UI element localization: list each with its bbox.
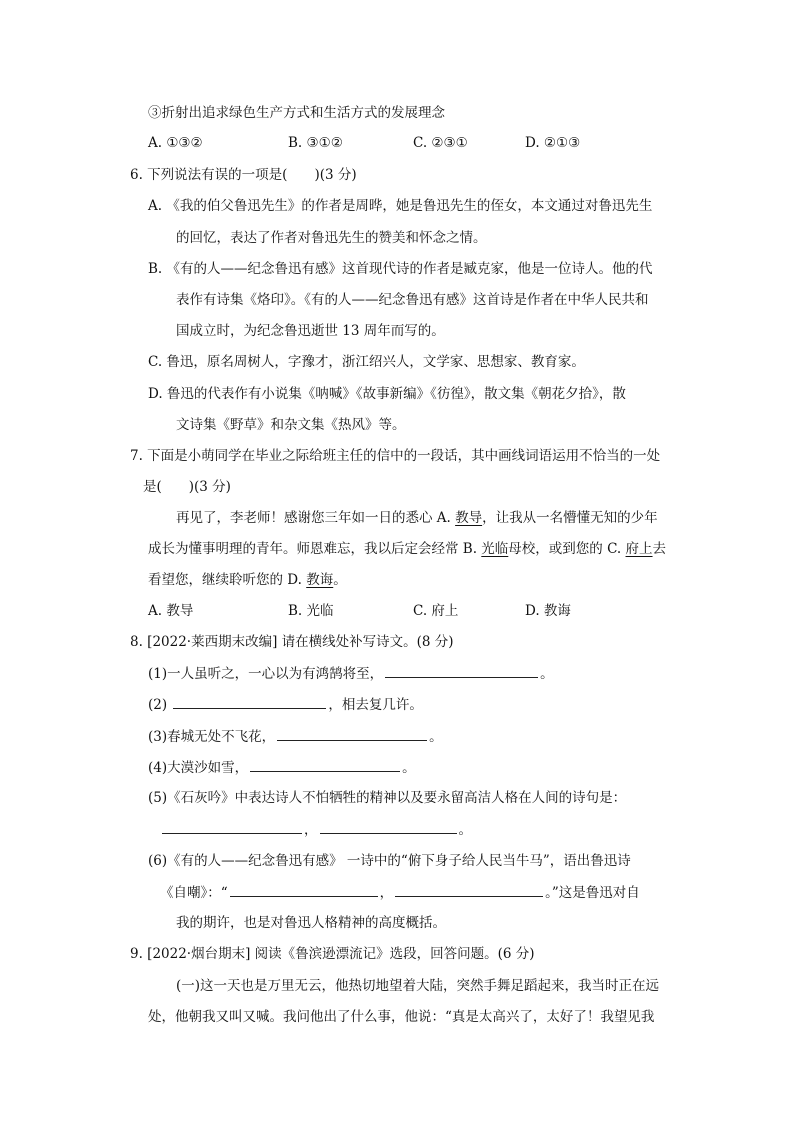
q7-underlined-a: 教导 xyxy=(455,510,483,526)
q8-sub6-line3: 我的期许，也是对鲁迅人格精神的高度概括。 xyxy=(176,915,446,931)
q8-sub3 xyxy=(148,726,443,747)
q5-option-a: A. ①③② xyxy=(148,135,203,151)
q8-text: ， xyxy=(379,885,394,901)
q5-option-b: B. ③①② xyxy=(288,135,343,151)
q7-underlined-c: 府上 xyxy=(625,541,653,557)
q7-text: 。 xyxy=(333,572,347,588)
q8-blank-5b[interactable] xyxy=(320,819,457,834)
q8-sub6-line1: (6)《有的人——纪念鲁迅有感》 一诗中的“俯下身子给人民当牛马”，语出鲁迅诗 xyxy=(148,853,631,869)
q8-text: (4)大漠沙如雪， xyxy=(148,760,249,776)
q8-text: ，相去复几许。 xyxy=(328,697,423,713)
q8-text: 《自嘲》：“ xyxy=(160,885,228,901)
q8-stem: 8. [2022·莱西期末改编] 请在横线处补写诗文。(8 分) xyxy=(130,634,454,650)
q5-option-c: C. ②③① xyxy=(413,135,468,151)
q8-text: ， xyxy=(304,822,318,838)
q6-option-b-line3: 国成立时，为纪念鲁迅逝世 13 周年而写的。 xyxy=(176,323,445,339)
q8-sub5-line1: (5)《石灰吟》中表达诗人不怕牺牲的精神以及要永留高洁人格在人间的诗句是： xyxy=(148,790,627,806)
q5-option-d: D. ②①③ xyxy=(525,135,581,151)
q7-text: 看望您，继续聆听您的 D. xyxy=(148,572,307,588)
q7-option-a: A. 教导 xyxy=(148,603,194,619)
q9-passage-line2: 处，他朝我又叫又喊。我问他出了什么事，他说：“真是太高兴了，太好了！我望见我 xyxy=(148,1009,655,1025)
q8-blank-3[interactable] xyxy=(277,726,427,741)
q8-text: 。 xyxy=(429,729,443,745)
q7-option-c: C. 府上 xyxy=(413,603,459,619)
q6-option-d-line2: 文诗集《野草》和杂文集《热风》等。 xyxy=(176,417,406,433)
q8-sub1 xyxy=(148,663,554,684)
q8-text: (1)一人虽听之，一心以为有鸿鹄将至， xyxy=(148,666,384,682)
q8-sub4 xyxy=(148,757,416,778)
q8-blank-1[interactable] xyxy=(385,663,538,678)
q7-text: 去 xyxy=(652,541,667,557)
q5-item3: ③折射出追求绿色生产方式和生活方式的发展理念 xyxy=(148,105,445,121)
q8-blank-2[interactable] xyxy=(173,694,326,709)
q6-option-d-line1: D. 鲁迅的代表作有小说集《呐喊》《故事新编》《彷徨》，散文集《朝花夕拾》，散 xyxy=(148,386,626,402)
q7-stem-line1: 7. 下面是小萌同学在毕业之际给班主任的信中的一段话，其中画线词语运用不恰当的一处 xyxy=(130,448,661,464)
q8-text: 。 xyxy=(458,822,472,838)
q5-options xyxy=(148,133,748,153)
q9-stem: 9. [2022·烟台期末] 阅读《鲁滨逊漂流记》选段，回答问题。(6 分) xyxy=(130,946,535,962)
q7-underlined-b: 光临 xyxy=(481,541,509,557)
q7-text: 再见了，李老师！感谢您三年如一日的悉心 A. xyxy=(176,510,456,526)
q8-blank-5a[interactable] xyxy=(162,819,302,834)
q7-passage-line3 xyxy=(148,570,347,590)
q7-options xyxy=(148,601,748,621)
q6-option-b-line2: 表作有诗集《烙印》。《有的人——纪念鲁迅有感》这首诗是作者在中华人民共和 xyxy=(176,292,649,308)
q6-option-a-line1: A. 《我的伯父鲁迅先生》的作者是周晔，她是鲁迅先生的侄女，本文通过对鲁迅先生 xyxy=(148,198,653,214)
q6-option-a-line2: 的回忆，表达了作者对鲁迅先生的赞美和怀念之情。 xyxy=(176,230,487,246)
q8-text: 。 xyxy=(540,666,554,682)
q9-passage-line1: (一)这一天也是万里无云，他热切地望着大陆，突然手舞足蹈起来，我当时正在远 xyxy=(176,978,660,994)
q7-option-d: D. 教诲 xyxy=(525,603,571,619)
q7-text: 母校，或到您的 C. xyxy=(508,541,626,557)
q8-sub5-line2 xyxy=(160,819,472,840)
q8-text: (3)春城无处不飞花， xyxy=(148,729,276,745)
q7-text: ，让我从一名懵懂无知的少年 xyxy=(482,510,658,526)
q7-passage-line1 xyxy=(176,508,658,528)
q7-stem-line2: 是( )(3 分) xyxy=(143,479,231,495)
q7-option-b: B. 光临 xyxy=(288,603,334,619)
q7-underlined-d: 教诲 xyxy=(306,572,334,588)
q6-option-b-line1: B. 《有的人——纪念鲁迅有感》这首现代诗的作者是臧克家，他是一位诗人。他的代 xyxy=(148,261,653,277)
q8-text: (2) xyxy=(148,697,172,713)
q8-sub6-line2 xyxy=(160,882,640,903)
q6-option-c: C. 鲁迅，原名周树人，字豫才，浙江绍兴人，文学家、思想家、教育家。 xyxy=(148,354,585,370)
q8-text: 。”这是鲁迅对自 xyxy=(545,885,640,901)
q7-text: 成长为懂事明理的青年。师恩难忘，我以后定会经常 B. xyxy=(148,541,482,557)
q8-text: 。 xyxy=(402,760,416,776)
q8-blank-6b[interactable] xyxy=(395,882,543,897)
q6-stem: 6. 下列说法有误的一项是( )(3 分) xyxy=(130,167,357,183)
q8-blank-4[interactable] xyxy=(250,757,400,772)
q8-sub2 xyxy=(148,694,423,715)
q8-blank-6a[interactable] xyxy=(230,882,378,897)
q7-passage-line2 xyxy=(148,539,666,559)
